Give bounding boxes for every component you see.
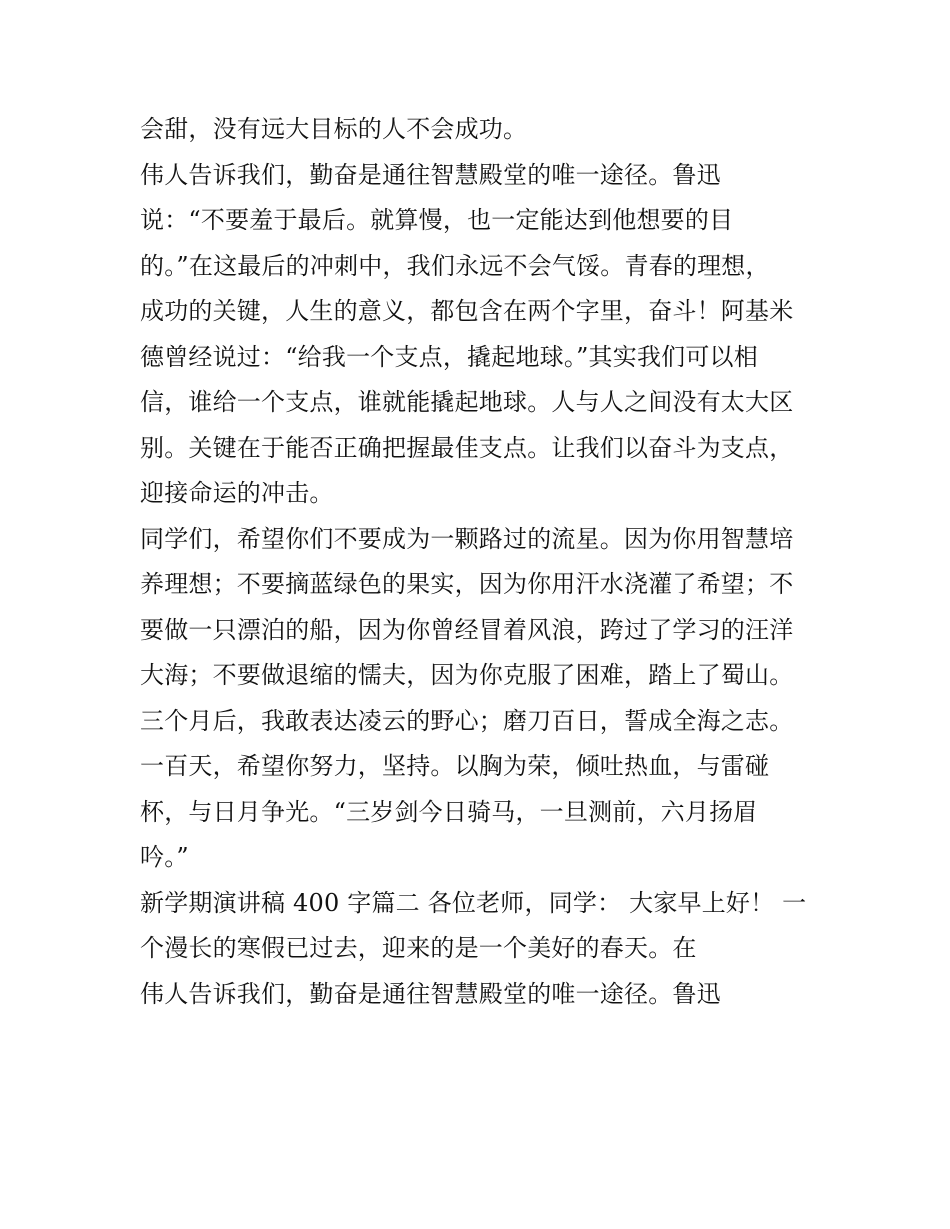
- text-line: 迎接命运的冲击。: [140, 479, 334, 507]
- document-body: [140, 107, 820, 1017]
- text-line: 三个月后，我敢表达凌云的野心；磨刀百日，誓成全海之志。: [140, 706, 794, 735]
- text-line: 伟人告诉我们，勤奋是通往智慧殿堂的唯一途径。鲁迅: [140, 979, 721, 1008]
- text-line: 说：“不要羞于最后。就算慢，也一定能达到他想要的目: [140, 206, 734, 234]
- text-line: 吟。”: [140, 843, 189, 871]
- text-line: 杯，与日月争光。“三岁剑今日骑马，一旦测前，六月扬眉: [140, 797, 758, 826]
- text-line: 要做一只漂泊的船，因为你曾经冒着风浪，跨过了学习的汪洋: [140, 615, 794, 644]
- text-line: 个漫长的寒假已过去，迎来的是一个美好的春天。在: [140, 934, 697, 962]
- text-line: 德曾经说过：“给我一个支点，撬起地球。”其实我们可以相: [140, 342, 758, 371]
- text-line: 会甜，没有远大目标的人不会成功。: [140, 115, 528, 143]
- text-line: 新学期演讲稿 400 字篇二 各位老师，同学： 大家早上好！ 一: [140, 888, 807, 917]
- text-line: 成功的关键，人生的意义，都包含在两个字里，奋斗！阿基米: [140, 297, 794, 325]
- text-line: 别。关键在于能否正确把握最佳支点。让我们以奋斗为支点，: [140, 433, 794, 462]
- text-line: 大海；不要做退缩的懦夫，因为你克服了困难，踏上了蜀山。: [140, 661, 794, 689]
- text-line: 的。”在这最后的冲刺中，我们永远不会气馁。青春的理想，: [140, 251, 770, 280]
- text-line: 同学们，希望你们不要成为一颗路过的流星。因为你用智慧培: [140, 524, 794, 553]
- text-line: 一百天，希望你努力，坚持。以胸为荣，倾吐热血，与雷碰: [140, 752, 770, 780]
- text-line: 伟人告诉我们，勤奋是通往智慧殿堂的唯一途径。鲁迅: [140, 160, 721, 189]
- text-line: 信，谁给一个支点，谁就能撬起地球。人与人之间没有太大区: [140, 388, 794, 416]
- text-line: 养理想；不要摘蓝绿色的果实，因为你用汗水浇灌了希望；不: [140, 570, 794, 598]
